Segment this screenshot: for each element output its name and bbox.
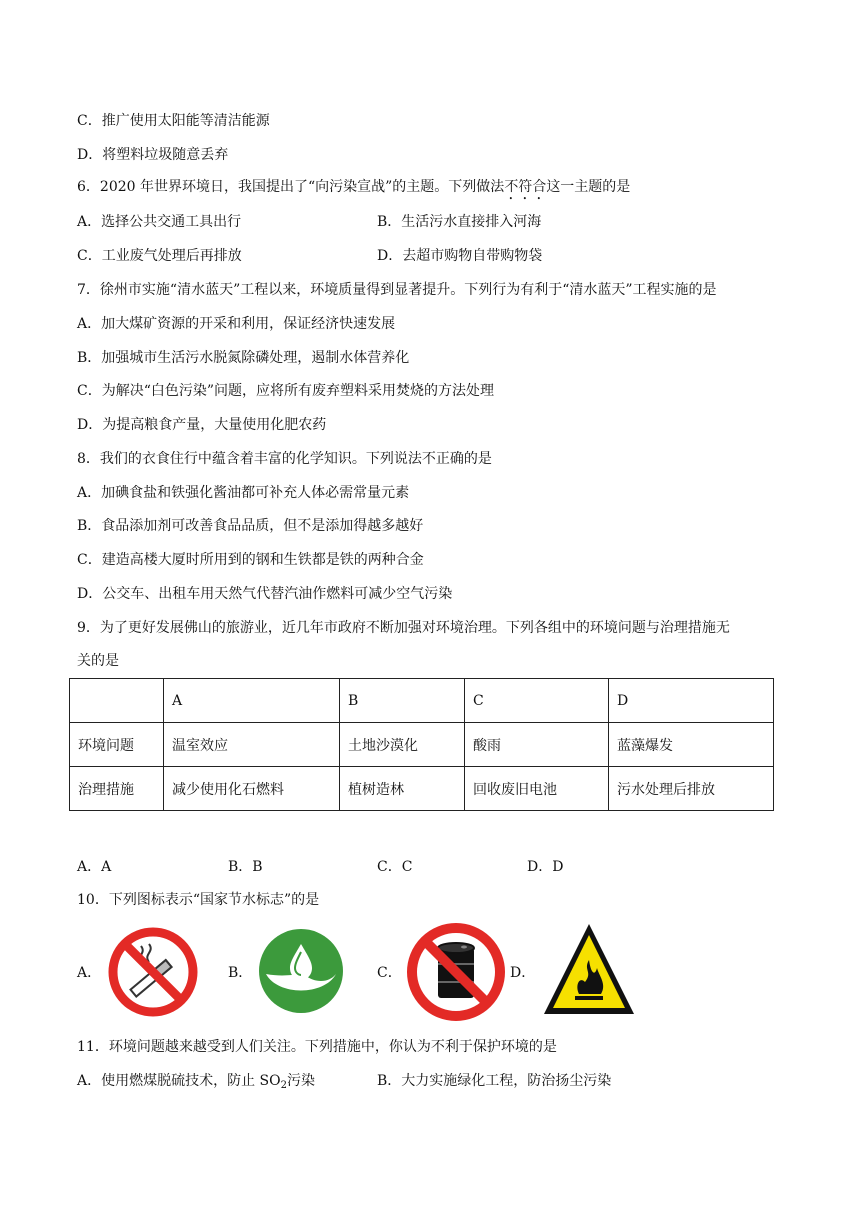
q8-option-b: B．食品添加剂可改善食品品质，但不是添加得越多越好	[77, 518, 424, 534]
table-cell: 回收废旧电池	[465, 767, 609, 811]
table-cell: 治理措施	[70, 767, 164, 811]
q11-option-a	[77, 1071, 315, 1096]
q8-option-a: A．加碘食盐和铁强化酱油都可补充人体必需常量元素	[77, 485, 410, 501]
question-11-stem: 11．环境问题越来越受到人们关注。下列措施中，你认为不利于保护环境的是	[77, 1039, 557, 1055]
q10-label-c: C．	[377, 965, 402, 981]
table-cell: C	[465, 679, 609, 723]
q9-answer-b: B．B	[228, 859, 263, 875]
table-cell: 植树造林	[340, 767, 465, 811]
table-cell: 污水处理后排放	[609, 767, 774, 811]
q8-option-d: D．公交车、出租车用天然气代替汽油作燃料可减少空气污染	[77, 586, 453, 602]
q8-option-c: C．建造高楼大厦时所用到的钢和生铁都是铁的两种合金	[77, 552, 424, 568]
q10-label-a: A．	[77, 965, 102, 981]
q11-a-text-end: 污染	[287, 1073, 316, 1089]
table-cell: D	[609, 679, 774, 723]
table-cell: 环境问题	[70, 723, 164, 767]
q9-answer-d: D．D	[527, 859, 564, 875]
q11-a-text: A．使用燃煤脱硫技术，防止 SO	[77, 1073, 281, 1089]
table-row	[70, 723, 774, 767]
prev-option-d: D．将塑料垃圾随意丢弃	[77, 147, 229, 163]
q6-stem-part2: 这一主题的是	[546, 179, 631, 195]
q11-a-subscript: 2	[280, 1080, 288, 1091]
q6-option-d: D．去超市购物自带购物袋	[377, 248, 543, 264]
q7-option-b: B．加强城市生活污水脱氮除磷处理，遏制水体营养化	[77, 350, 410, 366]
q6-option-b: B．生活污水直接排入河海	[377, 214, 542, 230]
question-7-stem: 7．徐州市实施“清水蓝天”工程以来，环境质量得到显著提升。下列行为有利于“清水蓝天”工程实施的是	[77, 282, 717, 298]
no-smoking-icon	[105, 924, 201, 1020]
prev-option-c: C．推广使用太阳能等清洁能源	[77, 113, 270, 129]
question-6-stem	[77, 177, 630, 203]
table-cell: 酸雨	[465, 723, 609, 767]
q6-emphasis: 不符合	[504, 179, 547, 195]
q6-stem-part1: 6．2020 年世界环境日，我国提出了“向污染宣战”的主题。下列做法	[77, 179, 505, 195]
question-9-stem: 9．为了更好发展佛山的旅游业，近几年市政府不断加强对环境治理。下列各组中的环境问题与治理措施无	[77, 620, 730, 636]
q9-answer-a: A．A	[77, 859, 112, 875]
flammable-warning-icon	[541, 920, 637, 1018]
question-10-stem: 10．下列图标表示“国家节水标志”的是	[77, 892, 320, 908]
table-cell: 减少使用化石燃料	[164, 767, 340, 811]
q6-option-a: A．选择公共交通工具出行	[77, 214, 242, 230]
question-8-stem: 8．我们的衣食住行中蕴含着丰富的化学知识。下列说法不正确的是	[77, 451, 492, 467]
question-9-stem-cont: 关的是	[77, 653, 119, 669]
table-header-row	[70, 679, 774, 723]
table-cell: 蓝藻爆发	[609, 723, 774, 767]
table-row	[70, 767, 774, 811]
table-cell: B	[340, 679, 465, 723]
q7-option-d: D．为提高粮食产量，大量使用化肥农药	[77, 417, 327, 433]
q6-option-c: C．工业废气处理后再排放	[77, 248, 242, 264]
table-cell	[70, 679, 164, 723]
water-saving-icon	[258, 928, 344, 1014]
table-cell: 温室效应	[164, 723, 340, 767]
table-cell: A	[164, 679, 340, 723]
q7-option-a: A．加大煤矿资源的开采和利用，保证经济快速发展	[77, 316, 396, 332]
no-oil-drum-icon	[404, 920, 508, 1024]
q10-label-b: B．	[228, 965, 253, 981]
q10-label-d: D．	[510, 965, 536, 981]
q7-option-c: C．为解决“白色污染”问题，应将所有废弃塑料采用焚烧的方法处理	[77, 383, 495, 399]
q9-answer-c: C．C	[377, 859, 413, 875]
table-cell: 土地沙漠化	[340, 723, 465, 767]
q11-option-b: B．大力实施绿化工程，防治扬尘污染	[377, 1073, 612, 1089]
q9-table	[69, 678, 774, 811]
